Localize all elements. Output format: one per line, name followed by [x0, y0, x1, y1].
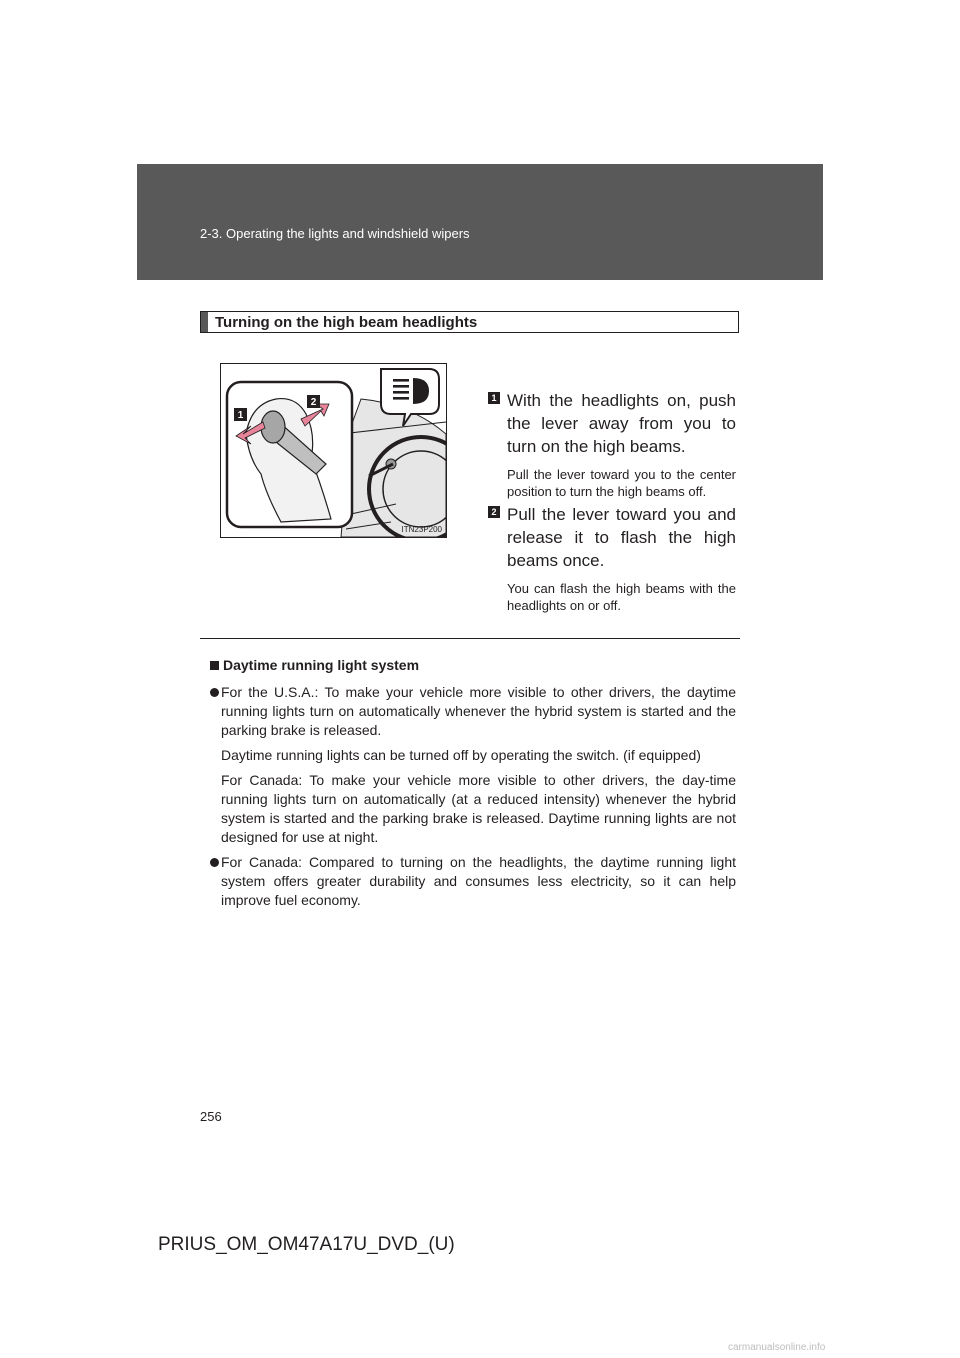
divider: [200, 638, 740, 639]
step-1-instruction: With the headlights on, push the lever away from you to turn on the high beams.: [507, 391, 736, 456]
document-code: PRIUS_OM_OM47A17U_DVD_(U): [158, 1234, 455, 1255]
page-number: 256: [200, 1109, 222, 1124]
round-bullet-icon: [210, 688, 219, 697]
notes-heading: [210, 657, 736, 673]
notes-section: [210, 657, 736, 916]
step-1-number-icon: 1: [488, 392, 500, 404]
section-title-bar: [201, 312, 208, 332]
notes-heading-text: Daytime running light system: [223, 657, 420, 673]
watermark: carmanualsonline.info: [728, 1342, 826, 1353]
note-bullet-2-text: For Canada: Compared to turning on the headlights, the daytime running light system offers greater durability and consumes less electricity, so it can help improve fuel economy.: [221, 854, 736, 908]
note-bullet-1: [210, 683, 736, 740]
step-2-note: You can flash the high beams with the headlights on or off.: [507, 581, 736, 613]
note-bullet-1-text: For the U.S.A.: To make your vehicle more visible to other drivers, the daytime running lights turn on automatically whenever the hybrid system is started and the parking brake is released.: [221, 684, 736, 738]
step-2: [491, 503, 736, 614]
section-title-box: [200, 311, 739, 333]
note-bullet-2: [210, 853, 736, 910]
square-bullet-icon: [210, 661, 219, 670]
round-bullet-icon: [210, 858, 219, 867]
step-1: [491, 389, 736, 500]
callout-1-label: 1: [237, 410, 244, 421]
step-2-instruction: Pull the lever toward you and release it to flash the high beams once.: [507, 505, 736, 570]
lever-diagram: [221, 364, 446, 537]
section-title: Turning on the high beam headlights: [215, 314, 478, 331]
note-paragraph-switch: Daytime running lights can be turned off by operating the switch. (if equipped): [221, 747, 701, 763]
callout-2-label: 2: [310, 397, 317, 408]
header-band: [137, 164, 823, 280]
step-1-note: Pull the lever toward you to the center position to turn the high beams off.: [507, 467, 736, 499]
header-section-title: 2-3. Operating the lights and windshield wipers: [200, 226, 470, 241]
figure-code: ITN23P200: [401, 525, 442, 534]
note-paragraph-canada: For Canada: To make your vehicle more visible to other drivers, the day-time running lights turn on automatically (at a reduced intensity) whenever the hybrid system is started and the parking brake is released. Daytime running lights are not designed for use at night.: [221, 772, 736, 845]
headlight-lever-illustration: [220, 363, 447, 538]
step-2-number-icon: 2: [488, 506, 500, 518]
